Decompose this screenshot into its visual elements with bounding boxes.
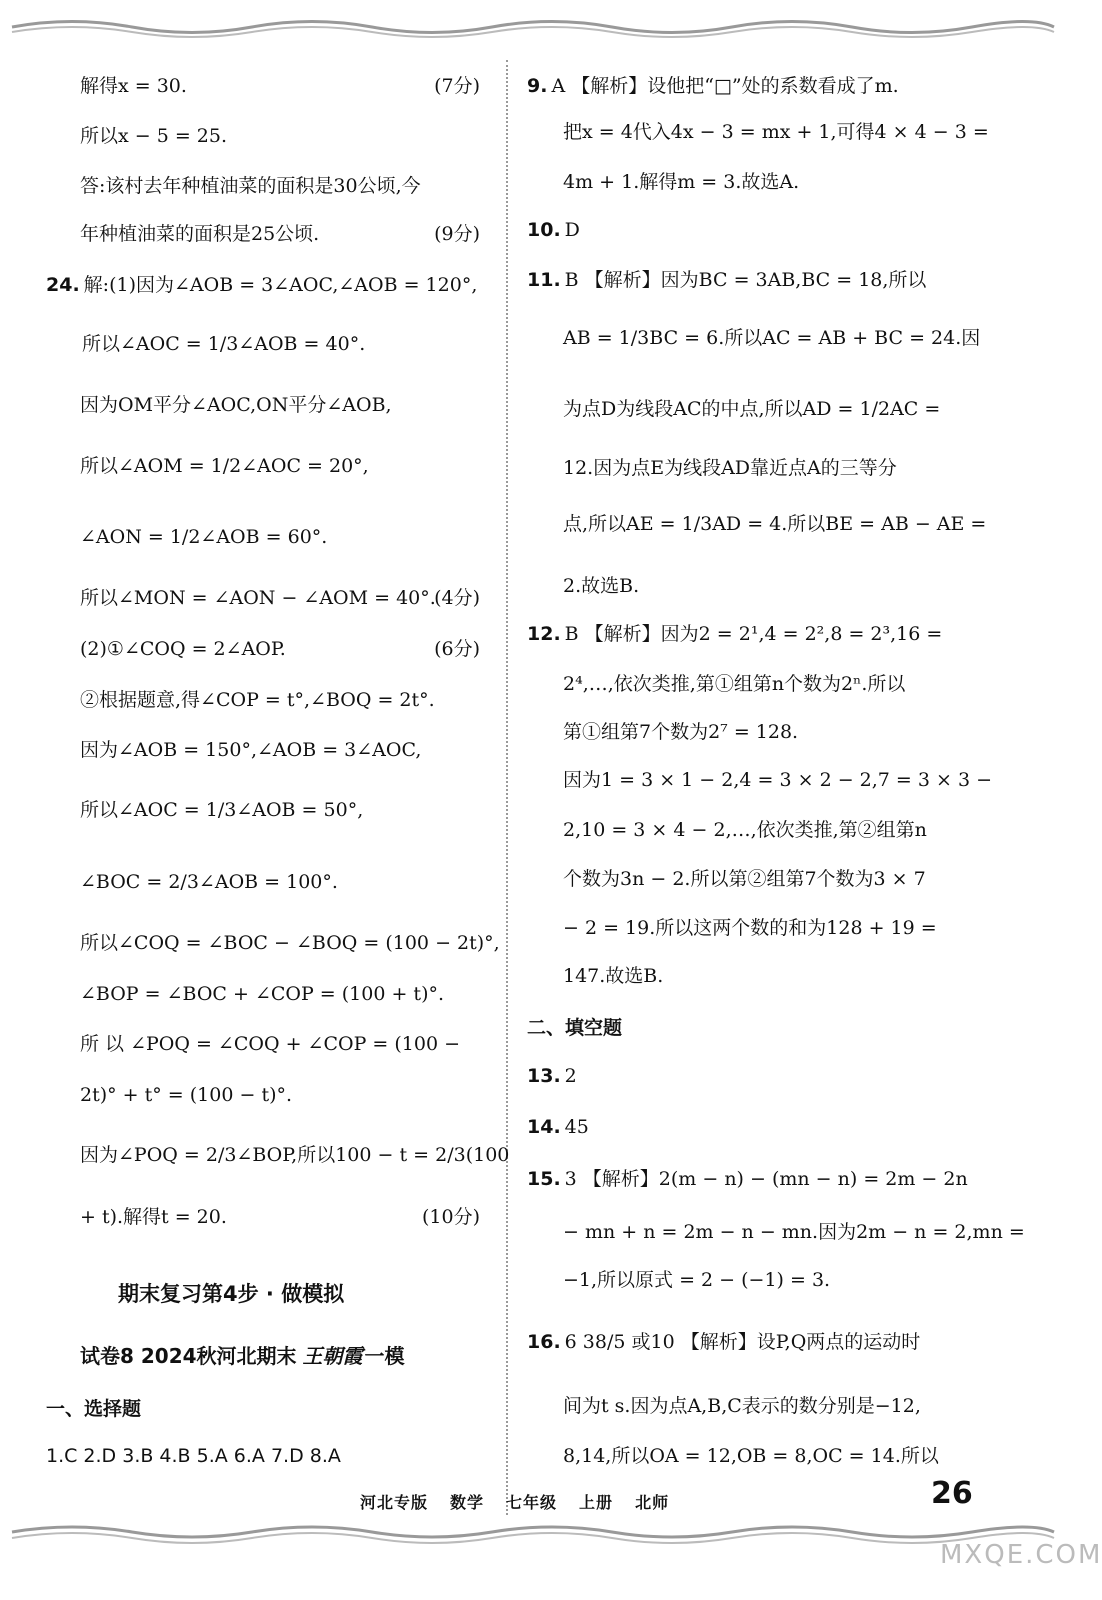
- score: (7分): [434, 75, 480, 97]
- question-number: 12.: [527, 623, 561, 645]
- question-number: 15.: [527, 1168, 561, 1190]
- line: 因为∠AOB = 150°,∠AOB = 3∠AOC,: [80, 739, 422, 761]
- line: ②根据题意,得∠COP = t°,∠BOQ = 2t°.: [80, 689, 435, 711]
- question-number: 24.: [46, 274, 80, 296]
- text: 解得x = 30.: [80, 75, 187, 97]
- question-number: 9.: [527, 75, 548, 97]
- watermark: MXQE.COM: [940, 1540, 1102, 1570]
- question-number: 11.: [527, 269, 561, 291]
- line: [527, 1330, 920, 1354]
- line: AB = 1/3BC = 6.所以AC = AB + BC = 24.因: [563, 327, 981, 349]
- line: [527, 1167, 968, 1191]
- text: B 【解析】因为2 = 2¹,4 = 2²,8 = 2³,16 =: [564, 623, 943, 645]
- footer-edition: 河北专版: [360, 1493, 429, 1512]
- line: 2,10 = 3 × 4 − 2,…,依次类推,第②组第n: [563, 819, 927, 841]
- line: − 2 = 19.所以这两个数的和为128 + 19 =: [563, 917, 937, 939]
- text: + t).解得t = 20.: [80, 1206, 227, 1228]
- text: B 【解析】因为BC = 3AB,BC = 18,所以: [564, 269, 927, 291]
- line: 把x = 4代入4x − 3 = mx + 1,可得4 × 4 − 3 =: [563, 121, 989, 143]
- text: (2)①∠COQ = 2∠AOP.: [80, 638, 286, 660]
- top-border-ornament: [12, 14, 1054, 40]
- text: 所以∠MON = ∠AON − ∠AOM = 40°.: [80, 587, 436, 609]
- line: [527, 218, 580, 242]
- score: (10分): [421, 1206, 480, 1228]
- question-number: 16.: [527, 1331, 561, 1353]
- question-number: 14.: [527, 1116, 561, 1138]
- score: (9分): [434, 223, 480, 245]
- section-heading: 期末复习第4步 · 做模拟: [118, 1282, 345, 1306]
- line: ∠BOP = ∠BOC + ∠COP = (100 + t)°.: [80, 983, 445, 1005]
- text: 试卷8 2024秋河北期末: [80, 1344, 297, 1368]
- line: 2⁴,…,依次类推,第①组第n个数为2ⁿ.所以: [563, 673, 906, 695]
- line: [527, 622, 942, 646]
- line: 个数为3n − 2.所以第②组第7个数为3 × 7: [563, 868, 926, 890]
- line: 所以∠AOC = 1/3∠AOB = 50°,: [80, 799, 364, 821]
- text: 6 38/5 或10 【解析】设P,Q两点的运动时: [564, 1331, 921, 1353]
- text: 2: [564, 1065, 577, 1087]
- line: ∠BOC = 2/3∠AOB = 100°.: [80, 871, 338, 893]
- footer: [360, 1490, 691, 1513]
- line: [527, 268, 926, 292]
- line: 12.因为点E为线段AD靠近点A的三等分: [563, 457, 897, 479]
- text: D: [564, 219, 580, 241]
- text: 45: [564, 1116, 589, 1138]
- line: 所以∠AOC = 1/3∠AOB = 40°.: [82, 333, 366, 355]
- line: 为点D为线段AC的中点,所以AD = 1/2AC =: [563, 398, 941, 420]
- text: 一模: [364, 1344, 405, 1368]
- line: ∠AON = 1/2∠AOB = 60°.: [80, 526, 328, 548]
- question-number: 13.: [527, 1065, 561, 1087]
- line: [46, 273, 477, 297]
- line: 8,14,所以OA = 12,OB = 8,OC = 14.所以: [563, 1445, 939, 1467]
- line: [80, 74, 480, 98]
- line: [80, 586, 480, 610]
- footer-subject: 数学: [450, 1493, 485, 1512]
- line: 答:该村去年种植油菜的面积是30公顷,今: [80, 175, 421, 197]
- subsection-heading: 一、选择题: [46, 1398, 142, 1420]
- line: 147.故选B.: [563, 965, 664, 987]
- line: 点,所以AE = 1/3AD = 4.所以BE = AB − AE =: [563, 513, 987, 535]
- line: 所以∠AOM = 1/2∠AOC = 20°,: [80, 455, 369, 477]
- line: −1,所以原式 = 2 − (−1) = 3.: [563, 1269, 831, 1291]
- bottom-border-ornament: [12, 1522, 1054, 1548]
- choice-answers: 1.C 2.D 3.B 4.B 5.A 6.A 7.D 8.A: [46, 1445, 341, 1467]
- line: [80, 222, 480, 246]
- text: A 【解析】设他把“□”处的系数看成了m.: [551, 75, 899, 97]
- page-number: 26: [931, 1476, 973, 1511]
- line: 2t)° + t° = (100 − t)°.: [80, 1084, 293, 1106]
- line: 因为1 = 3 × 1 − 2,4 = 3 × 2 − 2,7 = 3 × 3 −: [563, 769, 993, 791]
- line: 所 以 ∠POQ = ∠COQ + ∠COP = (100 −: [80, 1033, 461, 1055]
- score: (4分): [434, 587, 480, 609]
- column-divider: [506, 60, 508, 1515]
- line: 第①组第7个数为2⁷ = 128.: [563, 721, 799, 743]
- line: [527, 1064, 577, 1088]
- subsection-heading: 二、填空题: [527, 1017, 623, 1039]
- line: [80, 637, 480, 661]
- line: 4m + 1.解得m = 3.故选A.: [563, 171, 800, 193]
- line: − mn + n = 2m − n − mn.因为2m − n = 2,mn =: [563, 1221, 1025, 1243]
- line: 所以∠COQ = ∠BOC − ∠BOQ = (100 − 2t)°,: [80, 932, 500, 954]
- line: [80, 1205, 480, 1229]
- line: 2.故选B.: [563, 575, 640, 597]
- brand-logo-text: 王朝霞: [302, 1344, 363, 1368]
- line: 因为∠POQ = 2/3∠BOP,所以100 − t = 2/3(100: [80, 1144, 510, 1166]
- footer-grade: 七年级: [506, 1493, 558, 1512]
- text: 年种植油菜的面积是25公顷.: [80, 223, 320, 245]
- text: 3 【解析】2(m − n) − (mn − n) = 2m − 2n: [564, 1168, 968, 1190]
- paper-title: [80, 1340, 405, 1369]
- question-number: 10.: [527, 219, 561, 241]
- line: [527, 74, 899, 98]
- line: 所以x − 5 = 25.: [80, 125, 228, 147]
- footer-volume: 上册: [579, 1493, 614, 1512]
- score: (6分): [434, 638, 480, 660]
- text: 解:(1)因为∠AOB = 3∠AOC,∠AOB = 120°,: [83, 274, 478, 296]
- line: 间为t s.因为点A,B,C表示的数分别是−12,: [563, 1395, 921, 1417]
- line: 因为OM平分∠AOC,ON平分∠AOB,: [80, 394, 392, 416]
- line: [527, 1115, 589, 1139]
- footer-publisher: 北师: [635, 1493, 670, 1512]
